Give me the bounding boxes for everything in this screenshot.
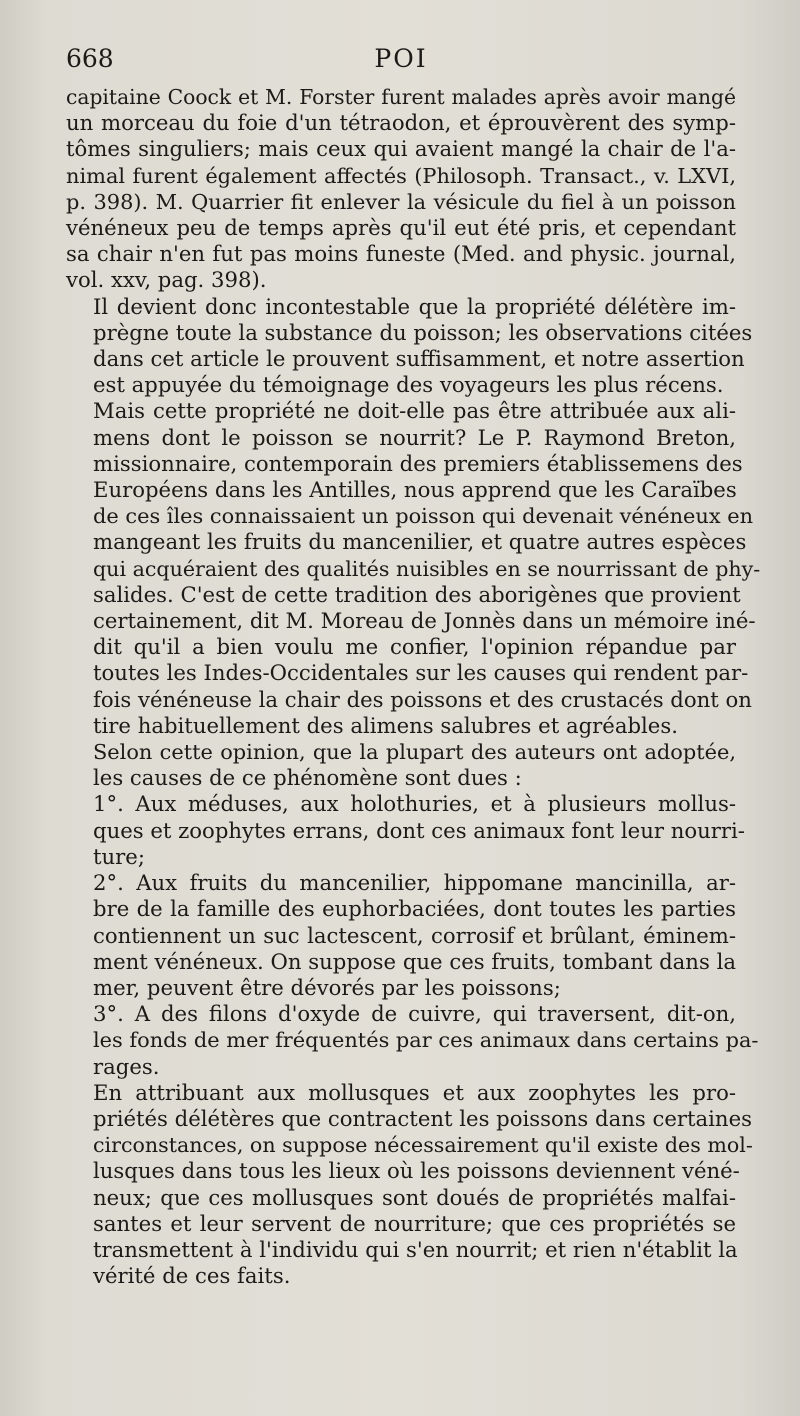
text-line: ment vénéneux. On suppose que ces fruits, tombant dans la: [93, 948, 736, 974]
text-line: transmettent à l'individu qui s'en nourrit; et rien n'établit la: [93, 1236, 738, 1262]
paragraph: [66, 398, 761, 739]
text-line: vol. xxv, pag. 398).: [66, 267, 267, 293]
list-item-3: [66, 1001, 759, 1080]
text-line: Mais cette propriété ne doit-elle pas être attribuée aux ali-: [93, 398, 736, 424]
text-line: mer, peuvent être dévorés par les poissons;: [93, 974, 561, 1000]
text-line: dans cet article le prouvent suffisamment, et notre assertion: [93, 346, 745, 372]
text-line: est appuyée du témoignage des voyageurs les plus récens.: [93, 372, 724, 398]
text-line: prègne toute la substance du poisson; les observations citées: [93, 319, 753, 345]
running-head: POI: [374, 44, 428, 73]
text-line: nimal furent également affectés (Philosoph. Transact., v. LXVI,: [66, 163, 736, 188]
text-line: rages.: [93, 1053, 160, 1079]
text-line: p. 398). M. Quarrier fit enlever la vésicule du fiel à un poisson: [66, 189, 736, 214]
text-line: missionnaire, contemporain des premiers établissemens des: [93, 450, 743, 476]
text-line: 1°. Aux méduses, aux holothuries, et à plusieurs mollus-: [93, 791, 736, 817]
text-line: dit qu'il a bien voulu me confier, l'opinion répandue par: [93, 634, 736, 660]
text-line: ture;: [93, 843, 145, 869]
text-line: salides. C'est de cette tradition des aborigènes que provient: [93, 581, 741, 607]
text-line: capitaine Coock et M. Forster furent malades après avoir mangé: [66, 85, 736, 109]
text-line: tômes singuliers; mais ceux qui avaient mangé la chair de l'a-: [66, 136, 736, 162]
text-line: vénéneux peu de temps après qu'il eut été pris, et cependant: [66, 215, 736, 241]
text-line: fois vénéneuse la chair des poissons et des crustacés dont on: [93, 686, 752, 712]
list-item-1: [66, 791, 745, 870]
text-line: neux; que ces mollusques sont doués de propriétés malfai-: [93, 1184, 736, 1210]
body-text: [66, 84, 761, 1289]
text-line: Selon cette opinion, que la plupart des auteurs ont adoptée,: [93, 740, 736, 765]
text-line: ques et zoophytes errans, dont ces animaux font leur nourri-: [93, 817, 745, 843]
text-line: les fonds de mer fréquentés par ces animaux dans certains pa-: [93, 1028, 759, 1053]
text-line: certainement, dit M. Moreau de Jonnès dans un mémoire iné-: [93, 608, 756, 634]
text-line: priétés délétères que contractent les poissons dans certaines: [93, 1105, 752, 1131]
text-line: tire habituellement des alimens salubres et agréables.: [93, 712, 678, 738]
text-line: circonstances, on suppose nécessairement qu'il existe des mol-: [93, 1133, 753, 1158]
text-line: qui acquéraient des qualités nuisibles en se nourrissant de phy-: [93, 556, 761, 581]
text-line: Européens dans les Antilles, nous apprend que les Caraïbes: [93, 477, 737, 503]
text-line: Il devient donc incontestable que la propriété délétère im-: [93, 293, 736, 319]
paragraph: [66, 1079, 753, 1290]
text-line: de ces îles connaissaient un poisson qui devenait vénéneux en: [93, 504, 754, 529]
text-line: sa chair n'en fut pas moins funeste (Med. and physic. journal,: [66, 241, 736, 267]
paragraph: [66, 739, 736, 791]
text-line: les causes de ce phénomène sont dues :: [93, 765, 522, 791]
page-number: 668: [66, 44, 114, 73]
text-line: vérité de ces faits.: [93, 1263, 291, 1289]
page-header: [66, 44, 736, 84]
paragraph-continuation: [66, 84, 736, 294]
text-line: En attribuant aux mollusques et aux zoophytes les pro-: [93, 1079, 736, 1105]
text-line: contiennent un suc lactescent, corrosif et brûlant, éminem-: [93, 922, 736, 948]
text-line: santes et leur servent de nourriture; que ces propriétés se: [93, 1210, 736, 1236]
text-line: un morceau du foie d'un tétraodon, et éprouvèrent des symp-: [66, 110, 736, 136]
text-line: 3°. A des filons d'oxyde de cuivre, qui traversent, dit-on,: [93, 1001, 736, 1027]
text-line: mangeant les fruits du mancenilier, et quatre autres espèces: [93, 529, 747, 555]
text-line: mens dont le poisson se nourrit? Le P. Raymond Breton,: [93, 424, 736, 450]
text-line: bre de la famille des euphorbaciées, dont toutes les parties: [93, 896, 736, 922]
text-line: toutes les Indes-Occidentales sur les causes qui rendent par-: [93, 660, 749, 686]
paragraph: [66, 293, 753, 399]
text-line: lusques dans tous les lieux où les poissons deviennent véné-: [93, 1158, 740, 1184]
text-line: 2°. Aux fruits du mancenilier, hippomane mancinilla, ar-: [93, 870, 736, 896]
list-item-2: [66, 870, 736, 1001]
